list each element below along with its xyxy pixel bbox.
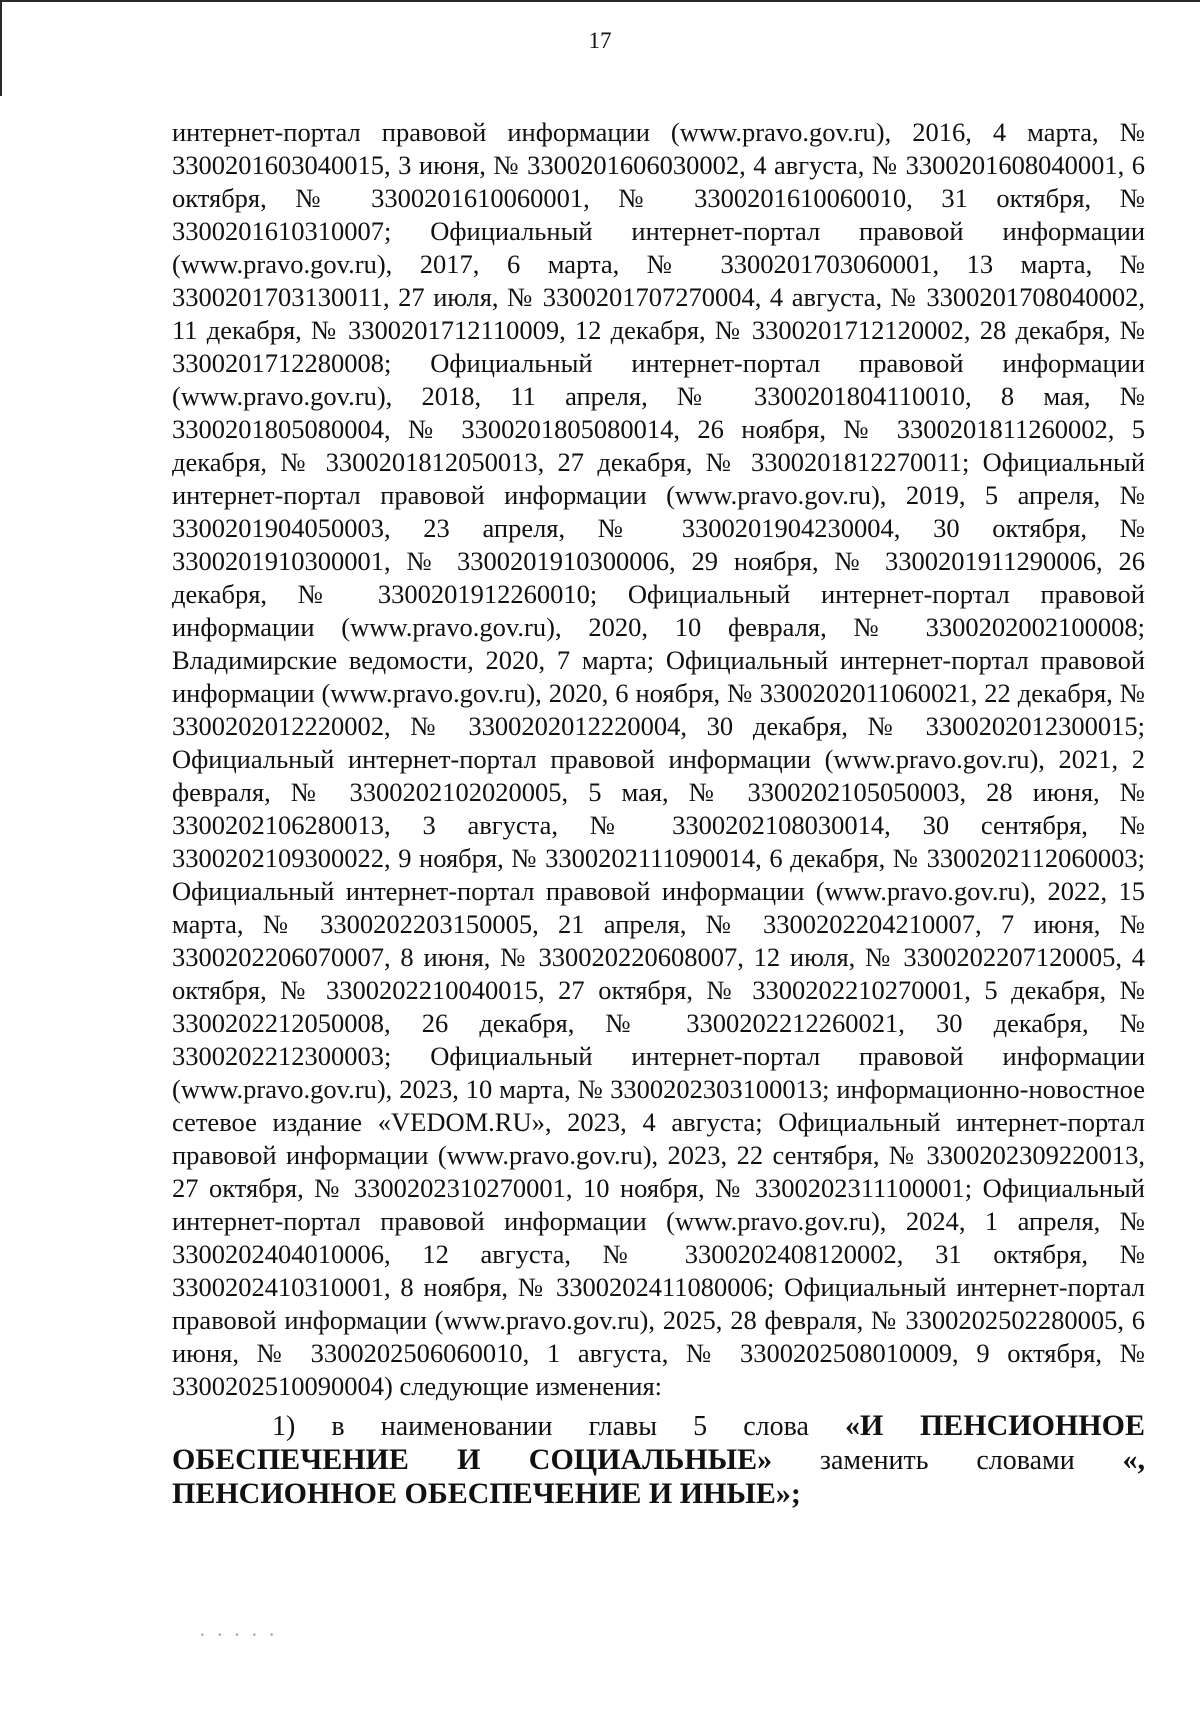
- amendment-intro: 1) в наименовании главы 5 слова: [272, 1411, 846, 1442]
- document-body: [172, 116, 1145, 1511]
- amendment-replace-text: заменить словами: [772, 1445, 1123, 1476]
- amendment-item-1: [172, 1409, 1145, 1511]
- publication-sources-paragraph: интернет-портал правовой информации (www.pravo.gov.ru), 2016, 4 марта, № 3300201603040015, 3 июня, № 3300201606030002, 4 августа, № 3300201608040001, 6 октября, № 3300201610060001, № 3300201610060010, 31 октября, № 3300201610310007; Официальный интернет-портал правовой информации (www.pravo.gov.ru), 2017, 6 марта, № 3300201703060001, 13 марта, № 3300201703130011, 27 июля, № 3300201707270004, 4 августа, № 3300201708040002, 11 декабря, № 3300201712110009, 12 декабря, № 3300201712120002, 28 декабря, № 3300201712280008; Официальный интернет-портал правовой информации (www.pravo.gov.ru), 2018, 11 апреля, № 3300201804110010, 8 мая, № 3300201805080004, № 3300201805080014, 26 ноября, № 3300201811260002, 5 декабря, № 3300201812050013, 27 декабря, № 3300201812270011; Официальный интернет-портал правовой информации (www.pravo.gov.ru), 2019, 5 апреля, № 3300201904050003, 23 апреля, № 3300201904230004, 30 октября, № 3300201910300001, № 3300201910300006, 29 ноября, № 3300201911290006, 26 декабря, № 3300201912260010; Официальный интернет-портал правовой информации (www.pravo.gov.ru), 2020, 10 февраля, № 3300202002100008; Владимирские ведомости, 2020, 7 марта; Официальный интернет-портал правовой информации (www.pravo.gov.ru), 2020, 6 ноября, № 3300202011060021, 22 декабря, № 3300202012220002, № 3300202012220004, 30 декабря, № 3300202012300015; Официальный интернет-портал правовой информации (www.pravo.gov.ru), 2021, 2 февраля, № 3300202102020005, 5 мая, № 3300202105050003, 28 июня, № 3300202106280013, 3 августа, № 3300202108030014, 30 сентября, № 3300202109300022, 9 ноября, № 3300202111090014, 6 декабря, № 3300202112060003; Официальный интернет-портал правовой информации (www.pravo.gov.ru), 2022, 15 марта, № 3300202203150005, 21 апреля, № 3300202204210007, 7 июня, № 3300202206070007, 8 июня, № 330020220608007, 12 июля, № 3300202207120005, 4 октября, № 3300202210040015, 27 октября, № 3300202210270001, 5 декабря, № 3300202212050008, 26 декабря, № 3300202212260021, 30 декабря, № 3300202212300003; Официальный интернет-портал правовой информации (www.pravo.gov.ru), 2023, 10 марта, № 3300202303100013; информационно-новостное сетевое издание «VEDOM.RU», 2023, 4 августа; Официальный интернет-портал правовой информации (www.pravo.gov.ru), 2023, 22 сентября, № 3300202309220013, 27 октября, № 3300202310270001, 10 ноября, № 3300202311100001; Официальный интернет-портал правовой информации (www.pravo.gov.ru), 2024, 1 апреля, № 3300202404010006, 12 августа, № 3300202408120002, 31 октября, № 3300202410310001, 8 ноября, № 3300202411080006; Официальный интернет-портал правовой информации (www.pravo.gov.ru), 2025, 28 февраля, № 3300202502280005, 6 июня, № 3300202506060010, 1 августа, № 3300202508010009, 9 октября, № 3300202510090004) следующие изменения:: [172, 117, 1145, 1401]
- top-border-line: [0, 0, 1200, 2]
- page-number: 17: [588, 28, 612, 53]
- amendment-end: ;: [790, 1477, 801, 1510]
- amendment-old-words: «И ПЕНСИОННОЕ ОБЕСПЕЧЕНИЕ И СОЦИАЛЬНЫЕ»: [172, 1409, 1145, 1476]
- amendment-new-words: «, ПЕНСИОННОЕ ОБЕСПЕЧЕНИЕ И ИНЫЕ»: [172, 1443, 1145, 1510]
- scan-artifact-marks: ⸳ ⸳ ⸳ ⸳ ⸳: [200, 1622, 279, 1642]
